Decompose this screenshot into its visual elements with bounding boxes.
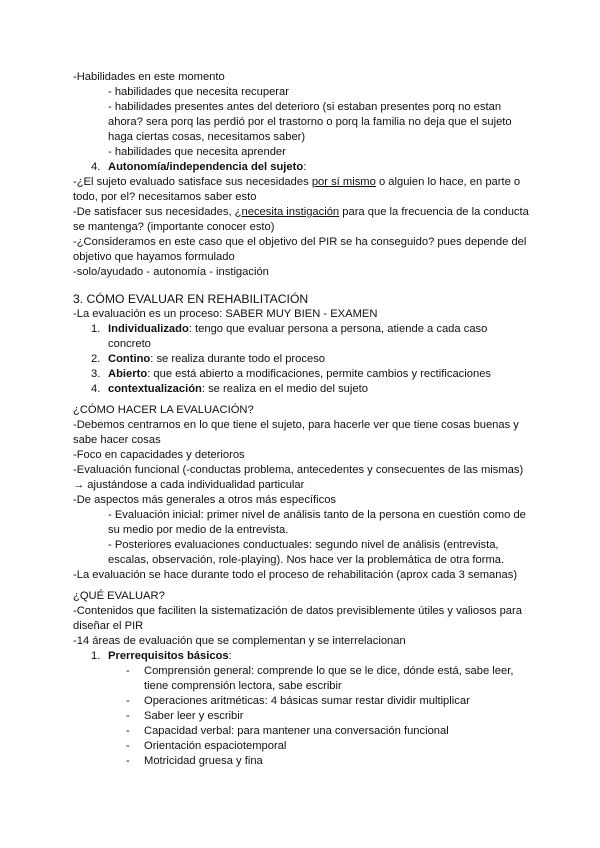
autonomia-q2b: se mantenga? (importante conocer esto): [73, 221, 275, 233]
bullet-comprension-cont: tiene comprensión lectora, sabe escribir: [144, 680, 342, 692]
autonomia-q3b: objetivo que hayamos formulado: [73, 251, 235, 263]
section3-intro: -La evaluación es un proceso: SABER MUY BIEN - EXAMEN: [73, 308, 378, 320]
como-l6a: - Posteriores evaluaciones conductuales: segundo nivel de análisis (entrevista,: [108, 539, 499, 551]
bullet-dash: -: [126, 695, 130, 707]
sec3-item1-term: Individualizado: [108, 323, 189, 335]
autonomia-q1a: [73, 175, 520, 190]
sec3-item1-text: : tengo que evaluar persona a persona, atiende a cada caso: [188, 323, 488, 335]
sec3-item2-text: : se realiza durante todo el proceso: [150, 353, 326, 365]
como-heading: ¿CÓMO HACER LA EVALUACIÓN?: [73, 404, 254, 416]
como-l3b: → ajustándose a cada individualidad particular: [73, 479, 305, 491]
bullet-orientacion: Orientación espaciotemporal: [144, 740, 287, 752]
bullet-dash: -: [126, 755, 130, 767]
habilidades-sub2a: - habilidades presentes antes del deterioro (si estaban presentes porq no estan: [108, 101, 502, 113]
sec3-item2: [108, 352, 325, 367]
autonomia-q1a-post: o alguien lo hace, en parte o: [375, 176, 521, 188]
bullet-dash: -: [126, 710, 130, 722]
que-l1a: -Contenidos que faciliten la sistematización de datos previsiblemente útiles y valiosos para: [73, 605, 522, 617]
autonomia-q3a: -¿Consideramos en este caso que el objetivo del PIR se ha conseguido? pues depende del: [73, 236, 527, 248]
como-l5a: - Evaluación inicial: primer nivel de análisis tanto de la persona en cuestión como de: [108, 509, 526, 521]
que-item1-colon: :: [228, 650, 232, 662]
sec3-item1-number: 1.: [91, 323, 101, 335]
como-l1a: -Debemos centrarnos en lo que tiene el sujeto, para hacerle ver que tiene cosas buenas y: [73, 419, 519, 431]
que-l1b: diseñar el PIR: [73, 620, 144, 632]
como-l6b: escalas, observación, role-playing). Nos hace ver la problemática de otra forma.: [108, 554, 505, 566]
sec3-item4: [108, 382, 368, 397]
sec3-item1: [108, 322, 487, 337]
sec3-item4-text: : se realiza en el medio del sujeto: [201, 383, 368, 395]
bullet-dash: -: [126, 725, 130, 737]
habilidades-sub1: - habilidades que necesita recuperar: [108, 86, 289, 98]
item4-colon: :: [303, 161, 307, 173]
autonomia-q2a-underlined: necesita instigación: [241, 206, 340, 218]
bullet-dash: -: [126, 740, 130, 752]
sec3-item3-number: 3.: [91, 368, 101, 380]
item4-number: 4.: [91, 161, 101, 173]
habilidades-intro: -Habilidades en este momento: [73, 71, 225, 83]
autonomia-q2a: [73, 205, 529, 220]
habilidades-sub3: - habilidades que necesita aprender: [108, 146, 286, 158]
bullet-leer-escribir: Saber leer y escribir: [144, 710, 244, 722]
autonomia-q2a-post: para que la frecuencia de la conducta: [339, 206, 529, 218]
bullet-comprension: Comprensión general: comprende lo que se le dice, dónde está, sabe leer,: [144, 665, 514, 677]
item4-heading: [108, 160, 306, 175]
bullet-capacidad-verbal: Capacidad verbal: para mantener una conversación funcional: [144, 725, 449, 737]
autonomia-q2a-pre: -De satisfacer sus necesidades, ¿: [73, 206, 242, 218]
item4-label: Autonomía/independencia del sujeto: [108, 161, 304, 173]
sec3-item4-number: 4.: [91, 383, 101, 395]
section3-heading: 3. CÓMO EVALUAR EN REHABILITACIÓN: [73, 292, 309, 306]
autonomia-q1a-underlined: por sí mismo: [311, 176, 376, 188]
autonomia-q1b: todo, por el? necesitamos saber esto: [73, 191, 257, 203]
bullet-aritmetica: Operaciones aritméticas: 4 básicas sumar restar dividir multiplicar: [144, 695, 470, 707]
sec3-item3-term: Abierto: [108, 368, 148, 380]
sec3-item2-term: Contino: [108, 353, 151, 365]
sec3-item3: [108, 367, 491, 382]
como-l4: -De aspectos más generales a otros más específicos: [73, 494, 337, 506]
que-l2: -14 áreas de evaluación que se complementan y se interrelacionan: [73, 635, 406, 647]
autonomia-q4: -solo/ayudado - autonomía - instigación: [73, 266, 269, 278]
habilidades-sub2c: haga ciertas cosas, necesitamos saber): [108, 131, 306, 143]
habilidades-sub2b: ahora? sera porq las perdió por el trastorno o porq la familia no deja que el sujeto: [108, 116, 512, 128]
autonomia-q1a-pre: -¿El sujeto evaluado satisface sus necesidades: [73, 176, 312, 188]
sec3-item1-cont: concreto: [108, 338, 151, 350]
que-item1: [108, 649, 232, 664]
bullet-dash: -: [126, 665, 130, 677]
como-l3a: -Evaluación funcional (-conductas problema, antecedentes y consecuentes de las mismas): [73, 464, 524, 476]
sec3-item2-number: 2.: [91, 353, 101, 365]
bullet-motricidad: Motricidad gruesa y fina: [144, 755, 263, 767]
como-l2: -Foco en capacidades y deterioros: [73, 449, 245, 461]
como-l1b: sabe hacer cosas: [73, 434, 161, 446]
que-item1-label: Prerrequisitos básicos: [108, 650, 229, 662]
que-item1-number: 1.: [91, 650, 101, 662]
como-l7: -La evaluación se hace durante todo el proceso de rehabilitación (aprox cada 3 semanas): [73, 569, 518, 581]
sec3-item3-text: : que está abierto a modificaciones, permite cambios y rectificaciones: [147, 368, 492, 380]
sec3-item4-term: contextualización: [108, 383, 202, 395]
que-heading: ¿QUÉ EVALUAR?: [73, 590, 165, 602]
como-l5b: su medio por medio de la entrevista.: [108, 524, 289, 536]
